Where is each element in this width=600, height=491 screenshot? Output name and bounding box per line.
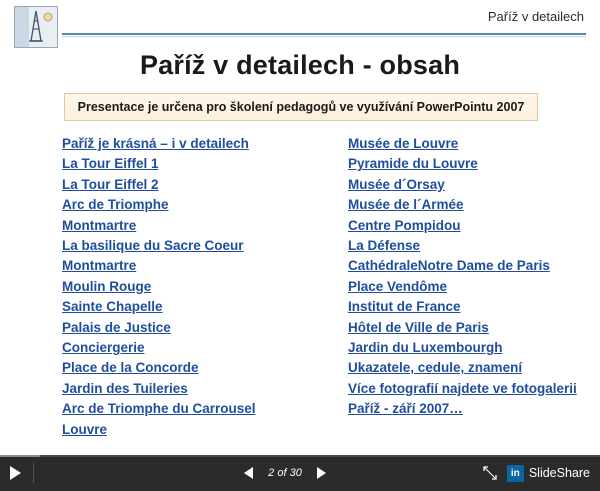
content-link[interactable]: Montmartre (62, 217, 137, 233)
slide-title: Paříž v detailech - obsah (139, 50, 461, 80)
progress-fill (0, 455, 40, 457)
content-link[interactable]: Ukazatele, cedule, znamení (348, 360, 523, 376)
content-link[interactable]: Arc de Triomphe du Carrousel (62, 401, 256, 417)
player-navigation (120, 467, 450, 479)
toolbar-divider (33, 463, 34, 483)
content-link[interactable]: Louvre (62, 421, 108, 437)
content-link[interactable]: Hôtel de Ville de Paris (348, 319, 489, 335)
content-link[interactable]: La basilique du Sacre Coeur (62, 238, 244, 254)
slide-subtitle-text: Presentace je určena pro školení pedagogů ve využívání PowerPointu 2007 (77, 100, 525, 114)
progress-bar[interactable] (0, 455, 600, 457)
header-divider-secondary (62, 36, 586, 37)
content-link[interactable]: Musée de l´Armée (348, 197, 464, 213)
slideshare-brand[interactable] (507, 465, 590, 482)
slide-header (0, 0, 600, 36)
slideshare-label: SlideShare (528, 466, 590, 480)
content-link[interactable]: La Tour Eiffel 2 (62, 176, 159, 192)
slide-logo-image (14, 6, 58, 48)
previous-slide-icon[interactable] (244, 467, 253, 479)
content-link[interactable]: Place de la Concorde (62, 360, 199, 376)
link-columns (0, 134, 600, 440)
player-left-controls (0, 463, 120, 483)
header-title: Paříž v detailech (487, 9, 584, 24)
player-toolbar (0, 455, 600, 491)
content-link[interactable]: Arc de Triomphe (62, 197, 169, 213)
content-link[interactable]: La Défense (348, 238, 421, 254)
content-link[interactable]: Více fotografií najdete ve fotogalerii Paříž - září 2007… (348, 380, 577, 417)
page-indicator: 2 of 30 (268, 467, 302, 479)
content-link[interactable]: Musée d´Orsay (348, 176, 445, 192)
content-link[interactable]: Moulin Rouge (62, 278, 152, 294)
eiffel-tower-illustration (15, 7, 57, 47)
player-right-controls (450, 465, 600, 482)
content-link[interactable]: Centre Pompidou (348, 217, 461, 233)
header-divider (62, 33, 586, 35)
content-link[interactable]: La Tour Eiffel 1 (62, 156, 159, 172)
content-link[interactable]: Jardin des Tuileries (62, 380, 188, 396)
next-slide-icon[interactable] (317, 467, 326, 479)
link-column-left (62, 134, 340, 440)
play-icon[interactable] (10, 466, 21, 480)
content-link[interactable]: Jardin du Luxembourgh (348, 340, 503, 356)
content-link[interactable]: Pyramide du Louvre (348, 156, 478, 172)
linkedin-icon: in (507, 465, 524, 482)
content-link[interactable]: Paříž je krásná – i v detailech (62, 136, 249, 151)
link-column-right (348, 134, 598, 440)
content-link[interactable]: Musée de Louvre (348, 136, 459, 151)
slide-subtitle-banner (64, 93, 538, 121)
content-link[interactable]: Place Vendôme (348, 278, 448, 294)
content-link[interactable]: Palais de Justice (62, 319, 171, 335)
content-link[interactable]: Institut de France (348, 299, 461, 315)
content-link[interactable]: Montmartre (62, 258, 137, 274)
content-link[interactable]: CathédraleNotre Dame de Paris (348, 258, 550, 274)
fullscreen-icon[interactable] (483, 466, 497, 480)
content-link[interactable]: Sainte Chapelle (62, 299, 163, 315)
content-link[interactable]: Conciergerie (62, 340, 145, 356)
